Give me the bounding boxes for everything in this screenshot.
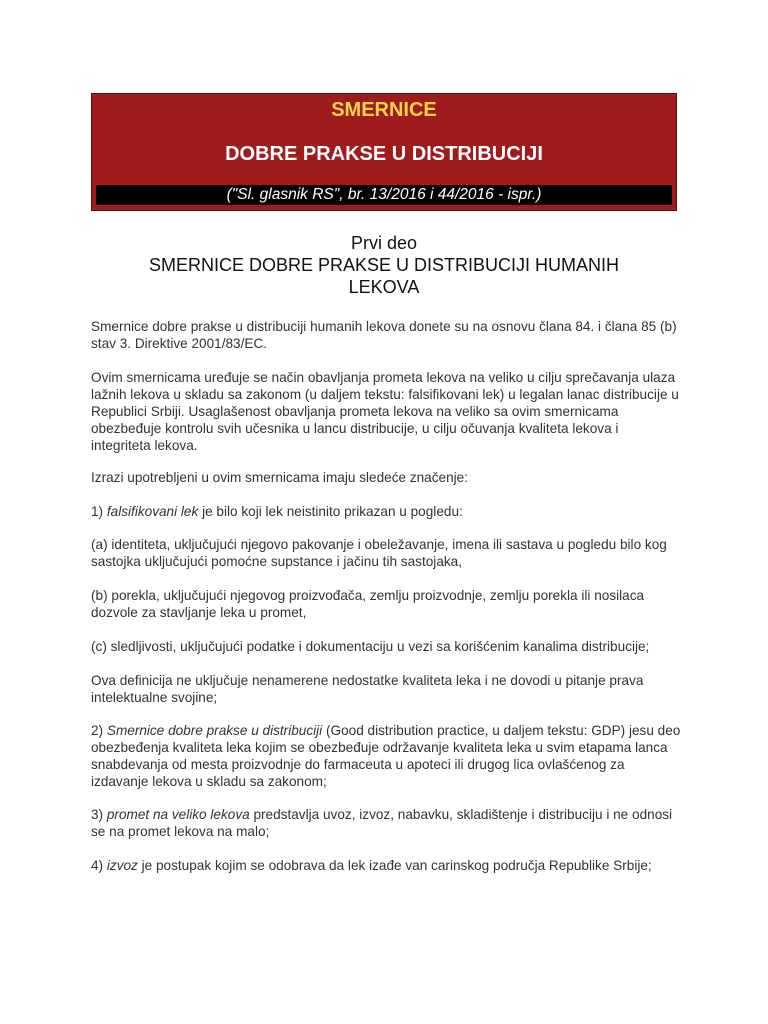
banner-title-smernice: SMERNICE [331, 99, 437, 121]
definition-subitem-a: (a) identiteta, uključujući njegovo pakovanje i obeležavanje, imena ili sastava u pogledu bilo kog sastojka uključujući pomoćne supstance i jačinu tih sastojaka, [91, 537, 667, 569]
heading-line-1: Prvi deo [350, 233, 418, 253]
item-text: predstavlja uvoz, izvoz, nabavku, skladištenje i distribuciju i ne odnosi se na promet lekova na malo; [91, 807, 673, 839]
paragraph-intro: Smernice dobre prakse u distribuciji humanih lekova donete su na osnovu člana 84. i člana 85 (b) stav 3. Direktive 2001/83/EC. [91, 319, 677, 351]
heading-line-3: LEKOVA [348, 277, 420, 297]
item-term: Smernice dobre prakse u distribuciji [106, 723, 323, 738]
definition-subitem-b: (b) porekla, uključujući njegovog proizvođača, zemlju proizvodnje, zemlju porekla ili nosilaca dozvole za stavljanje leka u promet, [91, 588, 645, 620]
heading-line-2: SMERNICE DOBRE PRAKSE U DISTRIBUCIJI HUMANIH [148, 255, 620, 275]
item-term: falsifikovani lek [106, 504, 199, 519]
item-number: 4) [91, 858, 107, 873]
section-heading [91, 232, 677, 298]
definition-item-1 [91, 503, 681, 520]
item-number: 2) [91, 723, 107, 738]
banner-citation: ("Sl. glasnik RS", br. 13/2016 i 44/2016 - ispr.) [96, 185, 672, 205]
item-text: je bilo koji lek neistinito prikazan u pogledu: [198, 504, 463, 519]
item-term: izvoz [106, 858, 138, 873]
item-text: je postupak kojim se odobrava da lek izađe van carinskog područja Republike Srbije; [137, 858, 652, 873]
definition-item-3 [91, 806, 681, 840]
definition-item-2 [91, 722, 681, 790]
document-header-banner [91, 93, 677, 211]
banner-title-subtitle: DOBRE PRAKSE U DISTRIBUCIJI [225, 143, 543, 165]
definition-item-4 [91, 857, 681, 874]
paragraph-definition-note: Ova definicija ne uključuje nenamerene nedostatke kvaliteta leka i ne dovodi u pitanje prava intelektualne svojine; [91, 673, 644, 705]
item-number: 1) [91, 504, 107, 519]
definition-subitem-c: (c) sledljivosti, uključujući podatke i dokumentaciju u vezi sa korišćenim kanalima distribucije; [91, 639, 650, 654]
paragraph-purpose: Ovim smernicama uređuje se način obavljanja prometa lekova na veliko u cilju sprečavanja ulaza lažnih lekova u skladu sa zakonom (u daljem tekstu: falsifikovani lek) u legalan lanac distribucije u Republici Srbiji. Usaglašenost obavljanja prometa lekova na veliko sa ovim smernicama obezbeđuje kontrolu svih učesnika u lancu distribucije, u cilju očuvanja kvaliteta lekova i integriteta lekova. [91, 370, 679, 453]
item-term: promet na veliko lekova [106, 807, 250, 822]
paragraph-definitions-intro: Izrazi upotrebljeni u ovim smernicama imaju sledeće značenje: [91, 470, 469, 485]
item-text: (Good distribution practice, u daljem tekstu: GDP) jesu deo obezbeđenja kvaliteta leka kojim se obezbeđuje održavanje kvaliteta leka u svim etapama lanca snabdevanja od mesta proizvodnje do farmaceuta u apoteci ili drugog lica ovlašćenog za izdavanje lekova u skladu sa zakonom; [91, 723, 681, 789]
item-number: 3) [91, 807, 107, 822]
